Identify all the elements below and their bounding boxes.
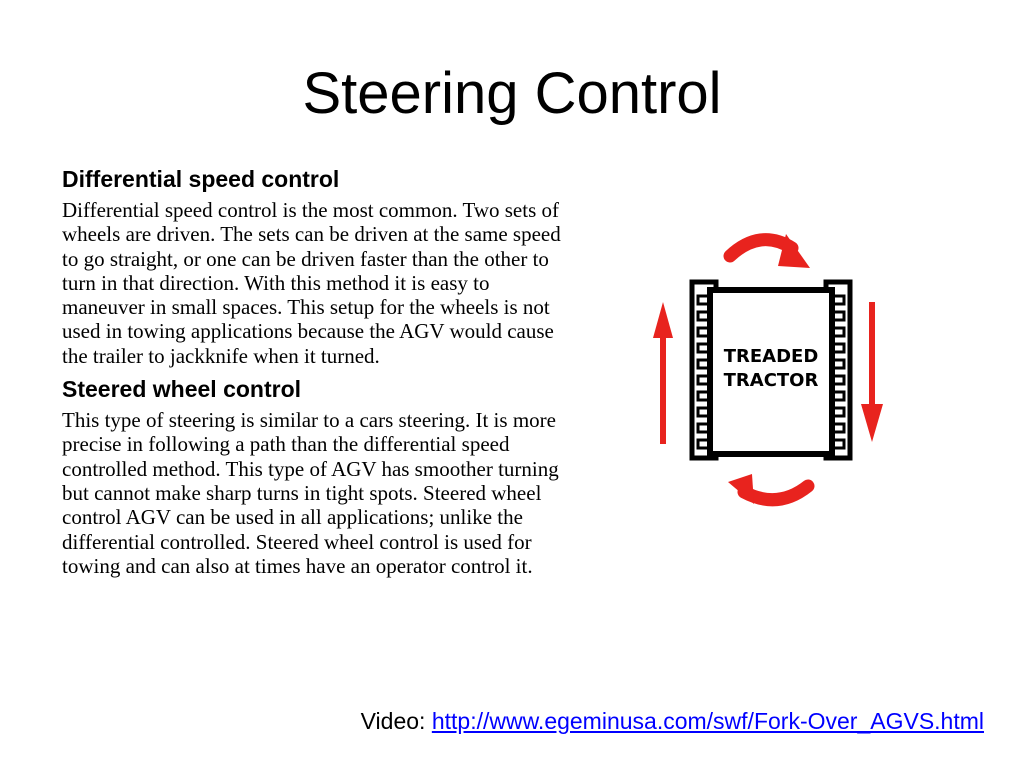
- section-text-steered: This type of steering is similar to a cars steering. It is more precise in following a path than the differential speed controlled method. This type of AGV has smoother turning but cannot make sharp turns in tight spots. Steered wheel control AGV can be used in all applications; unlike the differential controlled. Steered wheel control is used for towing and can also at times have an operator control it.: [62, 408, 559, 578]
- section-text-differential: Differential speed control is the most common. Two sets of wheels are driven. The sets can be driven at the same speed to go straight, or one can be driven faster than the other to turn in that direction. With this method it is easy to maneuver in small spaces. This setup for the wheels is not used in towing applications because the AGV would cause the trailer to jackknife when it turned.: [62, 198, 561, 368]
- slide-body: [62, 164, 562, 578]
- tractor-label-line2: TRACTOR: [723, 370, 819, 391]
- left-arrow-head: [653, 302, 673, 338]
- bottom-curved-arrow: [744, 486, 808, 500]
- bottom-arrow-head: [728, 474, 754, 504]
- video-link[interactable]: http://www.egeminusa.com/swf/Fork-Over_AGVS.html: [431, 708, 984, 734]
- treaded-tractor-figure: [648, 210, 890, 508]
- video-label: Video:: [360, 708, 432, 734]
- right-arrow-shaft: [869, 302, 875, 406]
- slide-title: Steering Control: [302, 61, 722, 126]
- video-reference: [361, 706, 984, 736]
- section-heading-steered: Steered wheel control: [62, 376, 302, 403]
- treaded-tractor-diagram: [648, 210, 890, 508]
- right-arrow-head: [861, 404, 883, 442]
- section-heading-differential: Differential speed control: [62, 166, 340, 192]
- tractor-label-line1: TREADED: [723, 346, 819, 367]
- left-arrow-shaft: [660, 334, 666, 444]
